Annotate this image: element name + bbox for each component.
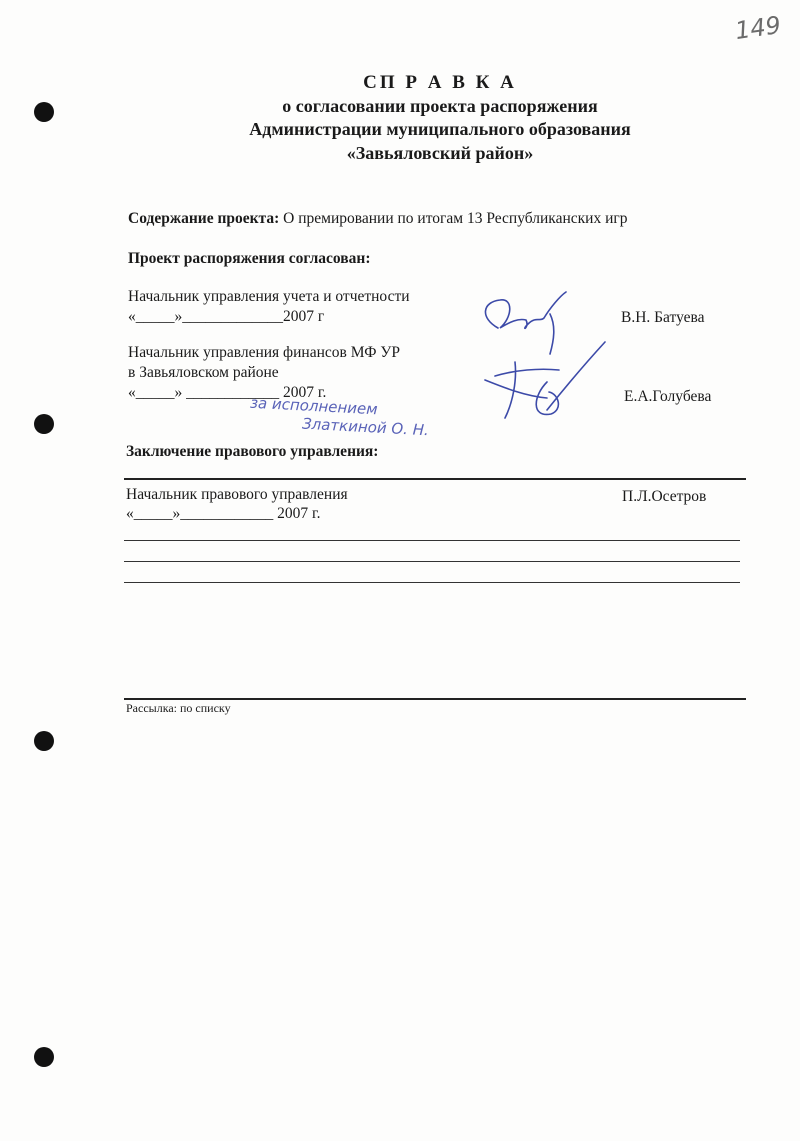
legal-position: Начальник правового управления	[126, 486, 348, 503]
project-content	[128, 210, 627, 228]
document-subtitle: Администрации муниципального образования	[249, 119, 631, 139]
divider	[124, 698, 746, 700]
approver-date-line: «_____»_____________2007 г	[128, 308, 325, 325]
distribution-note: Рассылка: по списку	[126, 701, 231, 715]
approver-name: Е.А.Голубева	[624, 388, 712, 405]
binder-hole	[34, 414, 54, 434]
document-subtitle: «Завьяловский район»	[346, 143, 534, 163]
approver-name: В.Н. Батуева	[621, 309, 705, 326]
legal-heading: Заключение правового управления:	[126, 443, 379, 460]
document-title: СП Р А В К А	[363, 72, 517, 93]
legal-name: П.Л.Осетров	[622, 488, 707, 505]
blank-line	[124, 540, 740, 541]
approver-position: Начальник управления финансов МФ УР	[128, 344, 400, 361]
approver-position: в Завьяловском районе	[128, 364, 279, 381]
project-content-label: Содержание проекта:	[128, 210, 280, 227]
legal-date-line: «_____»____________ 2007 г.	[126, 505, 321, 522]
approver-position: Начальник управления учета и отчетности	[128, 288, 410, 305]
binder-hole	[34, 731, 54, 751]
project-content-value: О премировании по итогам 13 Республиканских игр	[283, 210, 628, 227]
approved-heading: Проект распоряжения согласован:	[128, 250, 371, 267]
blank-line	[124, 561, 740, 562]
binder-hole	[34, 1047, 54, 1067]
handwritten-note: за исполнением	[249, 393, 379, 419]
handwritten-page-number: 149	[733, 10, 783, 46]
handwritten-note: Златкиной О. Н.	[301, 414, 430, 440]
document-subtitle: о согласовании проекта распоряжения	[282, 96, 598, 116]
approver-date-line: «_____» ____________ 2007 г.	[128, 384, 327, 401]
signature-golubeva	[455, 340, 615, 430]
divider	[124, 478, 746, 480]
blank-line	[124, 582, 740, 583]
